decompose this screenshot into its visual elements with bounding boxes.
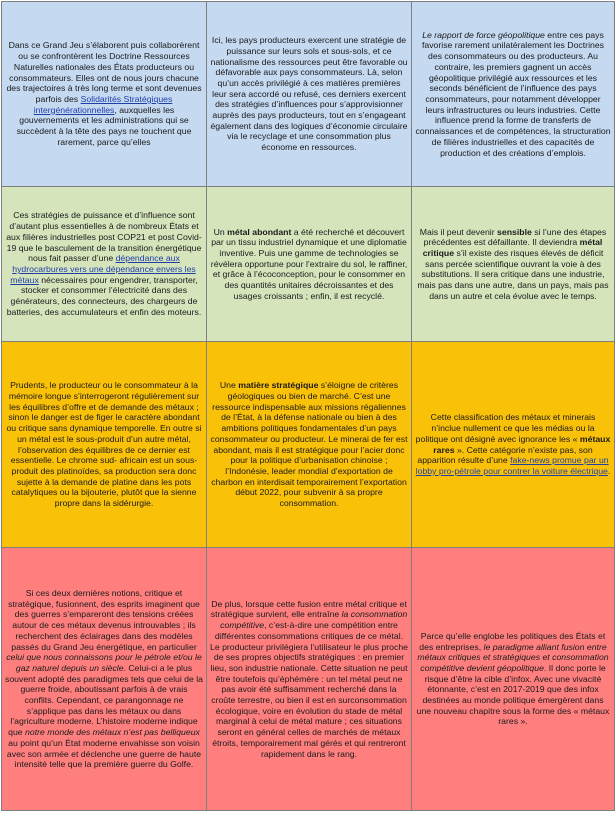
cell-nationalisme: Ici, les pays producteurs exercent une stratégie de puissance sur leurs sols et sous-sols, et ce nationalisme des ressources peut être favorable ou défavorable aux pays consommateurs. Là, selon qu’un accès privilégié à ces matières premières leur sera accordé ou refusé, ces derniers exercent des stratégies d’influences pour s’approvisionner auprès des pays producteurs, tout en s’engageant également dans des logiques d’économie circulaire via le recyclage et une consommation plus économe en ressources. (207, 2, 412, 187)
table-row (2, 342, 615, 548)
cell-paradigme: Parce qu’elle englobe les politiques des États et des entreprises, le paradigme alliant fusion entre métaux critiques et stratégiques et consommation compétitive devient géopolitique. Il donc porte le risque d’être la cible d’infox. Avec une vivacité étonnante, c’est en 2017-2019 que des infox destinées au monde politique émergèrent dans une nouveau chapitre sous la forme des « métaux rares ». (412, 548, 615, 811)
cell-metaux-rares: Cette classification des métaux et minerais n’inclue nullement ce que les médias ou la politique ont désigné avec ignorance les « métaux rares ». Cette catégorie n’existe pas, son apparition résulte d’une fake-news promue par un lobby pro-pétrole pour contrer la voiture électrique. (412, 342, 615, 548)
cell-metal-critique: Mais il peut devenir sensible si l’une des étapes précédentes est défaillante. Il deviendra métal critique s’il existe des risques élevés de déficit sans percée scientifique ouvrant la voie à des substitutions. Il sera critique dans une industrie, mais pas dans une autre, dans un pays, mais pas dans un autre et cela évolue avec le temps. (412, 187, 615, 342)
link-solidarites[interactable]: Solidarités Stratégiques intergénérationnelles (33, 94, 173, 115)
cell-matiere-strategique: Une matière stratégique s’éloigne de critères géologiques ou bien de marché. C’est une ressource indispensable aux missions régaliennes de l’État, à la défense nationale ou bien à des ambitions politiques fondamentales d’un pays consommateur ou producteur. Le minerai de fer est abondant, mais il est stratégique pour l’acier donc pour la politique d’urbanisation chinoise ; l’Indonésie, leader mondial d’exportation de charbon en interdisait temporairement l’exportation début 2022, pour subvenir à sa propre consommation. (207, 342, 412, 548)
cell-consommation-competitive: De plus, lorsque cette fusion entre métal critique et stratégique survient, elle entraîne la consommation compétitive, c’est-à-dire une compétition entre différentes consommations critiques de ce métal. Le producteur privilégiera l’utilisateur le plus proche de ses propres objectifs stratégiques : en premier lieu, son industrie nationale. Cette situation ne peut être toutefois qu’éphémère : un tel métal peut ne pas avoir été suffisamment recherché dans la croûte terrestre, ou bien il est en surconsommation écologique, voire en évolution du stade de métal marginal à celui de métal mature ; ces situations seront en général celles de marchés de métaux étroits, temporairement mal gérés et qui rentreront rapidement dans le rang. (207, 548, 412, 811)
link-fake-news[interactable]: fake-news promue par un lobby pro-pétrole pour contrer la voiture électrique (415, 455, 609, 476)
table-row (2, 548, 615, 811)
link-dependance[interactable]: dépendance aux hydrocarbures vers une dépendance envers les métaux (10, 253, 196, 285)
concept-table (1, 1, 615, 811)
cell-metal-abondant: Un métal abondant a été recherché et découvert par un tissu industriel dynamique et une diplomatie inventive. Puis une gamme de technologies se révélera opportune pour l’extraire du sol, le raffiner, et grâce à l’écoconception, pour le consommer en des quantités unitaires décroissantes et des usages croissants ; enfin, il est recyclé. (207, 187, 412, 342)
cell-rapport-force: Le rapport de force géopolitique entre ces pays favorise rarement unilatéralement les Doctrines des consommateurs ou des producteurs. Au contraire, les premiers gagnent un accès géopolitique privilégié aux ressources et les seconds bénéficient de l’influence des pays consommateurs, pour notamment développer leurs infrastructures ou leurs industries. Cette influence prend la forme de transferts de connaissances et de compétences, la structuration de filières industrielles et des capacités de production et des créations d’emplois. (412, 2, 615, 187)
cell-transition: Ces stratégies de puissance et d’influence sont d’autant plus essentielles à de nombreux États et aux filières industrielles post COP21 et post Covid-19 que le basculement de la transition énergétique nous fait passer d’une dépendance aux hydrocarbures vers une dépendance envers les métaux nécessaires pour engendrer, transporter, stocker et consommer l’électricité dans des générateurs, des connecteurs, des chargeurs de batteries, des accumulateurs et enfin des moteurs. (2, 187, 207, 342)
table-row (2, 187, 615, 342)
cell-sous-produit: Prudents, le producteur ou le consommateur à la mémoire longue s’interrogeront régulièrement sur les équilibres d’offre et de demande des métaux ; sinon le danger est de figer le caractère abondant ou critique sans dynamique temporelle. En outre si un métal est le sous-produit d’un autre métal, l’observation des équilibres de ce dernier est essentielle. Le chrome sud- africain est un sous-produit des platinoïdes, sa production sera donc sujette à la demande de platine dans les pots catalytiques ou la bijouterie, plutôt que la sienne propre dans la sidérurgie. (2, 342, 207, 548)
cell-guerres: Si ces deux dernières notions, critique et stratégique, fusionnent, des esprits imaginent que des guerres s’empareront des tensions créées autour de ces métaux devenus introuvables ; ils recherchent des éclairages dans des modèles passés du Grand Jeu énergétique, en particulier celui que nous connaissons pour le pétrole et/ou le gaz naturel depuis un siècle. Celui-ci a le plus souvent adopté des paradigmes tels que celui de la guerre froide, aboutissant parfois à de vrais conflits. Cependant, ce parangonnage ne s’applique pas dans les métaux ou dans l’agriculture moderne. L’histoire moderne indique que notre monde des métaux n’est pas belliqueux au point qu’un État moderne envahisse son voisin avec son armée et déclenche une guerre de haute intensité telle que la première guerre du Golfe. (2, 548, 207, 811)
cell-doctrines: Dans ce Grand Jeu s’élaborent puis collaborèrent ou se confrontèrent les Doctrine Ressources Naturelles nationales des États producteurs ou consommateurs. Elles ont de nous jours chacune des trajectoires à très long terme et sont devenues parfois des Solidarités Stratégiques intergénérationnelles, auxquelles les gouvernements et les administrations qui se succèdent à la tête des pays ne touchent que rarement, parce qu’elles (2, 2, 207, 187)
table-row (2, 2, 615, 187)
